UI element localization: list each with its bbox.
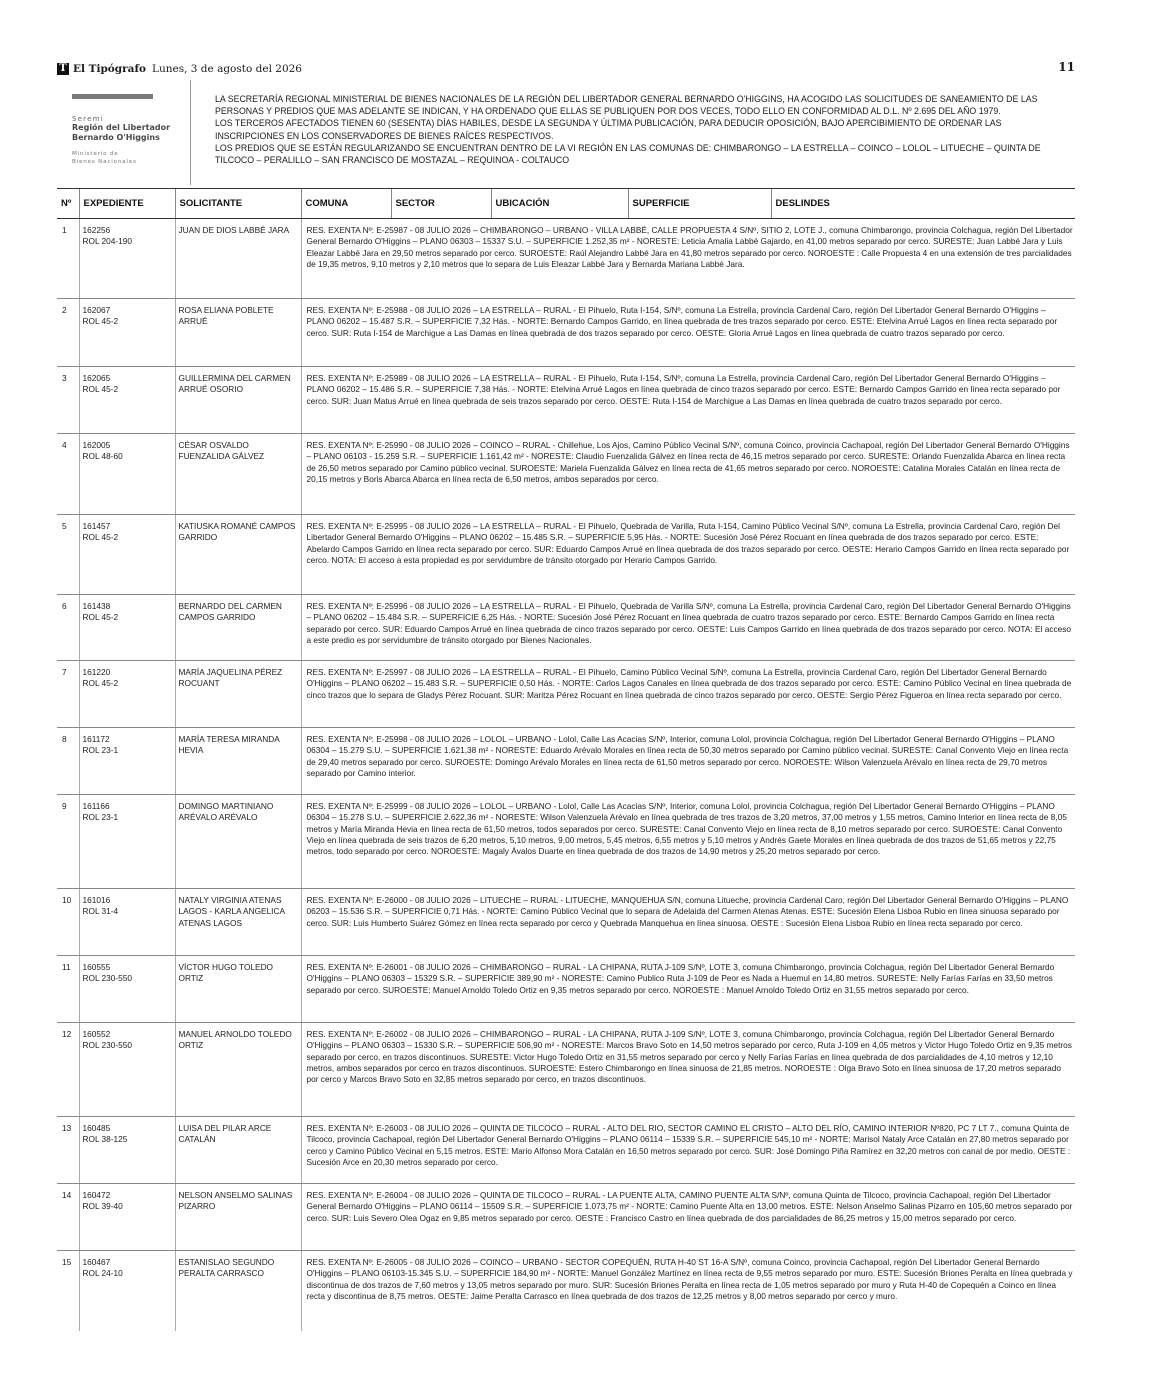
expediente-number: 162067 bbox=[82, 305, 111, 315]
seremi-ministry-line2: Bienes Nacionales bbox=[72, 158, 137, 165]
table-row bbox=[57, 1184, 1075, 1251]
rol-number: ROL 48-60 bbox=[82, 451, 123, 462]
row-expediente bbox=[79, 299, 175, 367]
row-number: 3 bbox=[57, 367, 79, 434]
rol-number: ROL 204-190 bbox=[82, 236, 133, 247]
page-number: 11 bbox=[1058, 60, 1075, 74]
row-solicitante: NELSON ANSELMO SALINAS PIZARRO bbox=[175, 1184, 301, 1251]
table-row bbox=[57, 1023, 1075, 1117]
expediente-number: 160467 bbox=[82, 1257, 111, 1267]
expediente-number: 161220 bbox=[82, 667, 111, 677]
table-row bbox=[57, 956, 1075, 1023]
rol-number: ROL 45-2 bbox=[82, 532, 119, 543]
intro-paragraph: LOS TERCEROS AFECTADOS TIENEN 60 (SESENTA) DÍAS HABILES, DESDE LA SEGUNDA Y ÚLTIMA PUBLICACIÓN, PARA DEDUCIR OPOSICIÓN, BAJO APERCIBIMIENTO DE ORDENAR LAS INSCRIPCIONES EN LOS CONSERVADORES DE BIENES RAÍCES RESPECTIVOS. bbox=[215, 118, 1002, 141]
expediente-number: 162005 bbox=[82, 440, 111, 450]
table-body bbox=[57, 219, 1075, 1331]
row-details: RES. EXENTA Nº: E-26005 - 08 JULIO 2026 – COINCO – URBANO - SECTOR COPEQUÉN, RUTA H-40 ST 16-A S/Nº, comuna Coinco, provincia Cachapoal, región Del Libertador General Bernardo O'Higgins – PLANO 06103-15.345 S.U. – SUPERFICIE 184,90 m² - NORTE: Manuel González Martínez en línea recta de 9,55 metros separado por muro. ESTE: Sucesión Briones Peralta en línea quebrada y discontinua de dos trazos de 7,60 metros y 13,05 metros separado por muro. SUR: Sucesión Briones Peralta en línea recta de 1,05 metros separado por muro y Ruta H-40 de Copequén a Coinco en línea recta y discontinua de 8,75 metros. OESTE: Jaime Peralta Carrasco en línea quebrada de dos trazos de 12,25 metros y 8,00 metros separado por cerco y muro. bbox=[301, 1251, 1075, 1331]
row-expediente bbox=[79, 515, 175, 595]
table-header-row bbox=[57, 189, 1075, 219]
row-number: 12 bbox=[57, 1023, 79, 1117]
row-number: 14 bbox=[57, 1184, 79, 1251]
row-solicitante: ESTANISLAO SEGUNDO PERALTA CARRASCO bbox=[175, 1251, 301, 1331]
row-details: RES. EXENTA Nº: E-25998 - 08 JULIO 2026 – LOLOL – URBANO - Lolol, Calle Las Acacias S/Nº, Interior, comuna Lolol, provincia Colchagua, región Del Libertador General Bernardo O'Higgins – PLANO 06304 – 15.279 S.U. – SUPERFICIE 1.621,38 m² - NORESTE: Eduardo Arévalo Morales en línea recta de 50,30 metros separado por Camino público vecinal. SURESTE: Canal Convento Viejo en línea recta de 29,40 metros separado por cerco. SUROESTE: Domingo Arévalo Morales en línea recta de 61,50 metros separado por cerco. NOROESTE: Wilson Valenzuela Arévalo en línea recta de 29,70 metros separado por Camino interior. bbox=[301, 728, 1075, 795]
newspaper-name: El Tipógrafo bbox=[73, 63, 146, 75]
row-expediente bbox=[79, 1023, 175, 1117]
row-solicitante: MARÍA TERESA MIRANDA HEVIA bbox=[175, 728, 301, 795]
row-expediente bbox=[79, 595, 175, 661]
expediente-number: 162256 bbox=[82, 225, 111, 235]
row-expediente bbox=[79, 661, 175, 728]
row-number: 4 bbox=[57, 434, 79, 515]
row-solicitante: DOMINGO MARTINIANO ARÉVALO ARÉVALO bbox=[175, 795, 301, 889]
row-solicitante: MARÍA JAQUELINA PÉREZ ROCUANT bbox=[175, 661, 301, 728]
row-details: RES. EXENTA Nº: E-26001 - 08 JULIO 2026 – CHIMBARONGO – RURAL - LA CHIPANA, RUTA J-109 S/Nº, LOTE 3, comuna Chimbarongo, provincia Colchagua, región Del Libertador General Bernardo O'Higgins – PLANO 06303 – 15329 S.R. – SUPERFICIE 389,90 m² - NORESTE: Camino Publico Ruta J-109 de Peor es Nada a Huemul en 14,80 metros. SURESTE: Nelly Farías Farías en 33,50 metros separado por cerco. SUROESTE: Manuel Arnoldo Toledo Ortiz en 9,35 metros separado por cerco. NOROESTE : Manuel Arnoldo Toledo Ortiz en 31,55 metros separado por cerco. bbox=[301, 956, 1075, 1023]
rol-number: ROL 38-125 bbox=[82, 1134, 128, 1145]
expediente-number: 161166 bbox=[82, 801, 110, 811]
rol-number: ROL 45-2 bbox=[82, 384, 119, 395]
table-row bbox=[57, 728, 1075, 795]
rol-number: ROL 24-10 bbox=[82, 1268, 123, 1279]
row-number: 2 bbox=[57, 299, 79, 367]
row-number: 15 bbox=[62, 1257, 72, 1267]
row-solicitante: VÍCTOR HUGO TOLEDO ORTIZ bbox=[175, 956, 301, 1023]
row-details: RES. EXENTA Nº: E-25997 - 08 JULIO 2026 – LA ESTRELLA – RURAL - El Pihuelo, Camino Público Vecinal S/Nº, comuna La Estrella, provincia Cardenal Caro, región Del Libertador General Bernardo O'Higgins – PLANO 06202 – 15.483 S.R. – SUPERFICIE 0,50 Hás. - NORTE: Carlos Lagos Canales en línea quebrada de dos trazos separado por cerco. ESTE: Camino Público Vecinal en línea quebrada de cinco trazos que lo separa de Gladys Pérez Rocuant. SUR: Maritza Pérez Rocuant en línea quebrada de cinco trazos separado por cerco. OESTE: Sergio Pérez Figueroa en línea recta separado por cerco. bbox=[301, 661, 1075, 728]
row-expediente bbox=[79, 1184, 175, 1251]
row-details: RES. EXENTA Nº: E-26002 - 08 JULIO 2026 – CHIMBARONGO – RURAL - LA CHIPANA, RUTA J-109 S/Nº, LOTE 3, comuna Chimbarongo, provincia Colchagua, región Del Libertador General Bernardo O'Higgins – PLANO 06303 – 15330 S.R. – SUPERFICIE 506,90 m² - NORESTE: Marcos Bravo Soto en 14,50 metros separado por cerco, Ruta J-109 en 4,05 metros y Victor Hugo Toledo Ortiz en 9,35 metros separado por cerco, en trazos discontinuos. SURESTE: Victor Hugo Toledo Ortiz en 31,55 metros separado por cerco y Nelly Farías Farías en línea quebrada de dos parcialidades de 4,10 metros y 12,10 metros, ambos separados por cerco en trazos discontinuos. SUROESTE: Estero Chimbarongo en línea sinuosa de 21,85 metros. NOROESTE : Olga Bravo Soto en línea sinuosa de 17,20 metros separado por cerco y Marcos Bravo Soto en 32,85 metros separado por cerco, en trazos discontinuos. bbox=[301, 1023, 1075, 1117]
rol-number: ROL 45-2 bbox=[82, 316, 119, 327]
row-number: 10 bbox=[57, 889, 79, 956]
row-solicitante: GUILLERMINA DEL CARMEN ARRUÉ OSORIO bbox=[175, 367, 301, 434]
row-expediente bbox=[79, 1117, 175, 1184]
row-expediente bbox=[79, 219, 175, 299]
row-details: RES. EXENTA Nº: E-25996 - 08 JULIO 2026 – LA ESTRELLA – RURAL - El Pihuelo, Quebrada de Varilla S/Nº, comuna La Estrella, provincia Cardenal Caro, región Del Libertador General Bernardo O'Higgins – PLANO 06202 – 15.484 S.R. – SUPERFICIE 6,25 Hás. - NORTE: Sucesión José Pérez Rocuant en línea quebrada de cuatro trazos separado por cerco. ESTE: Bernardo Campos Garrido en línea recta separado por cerco. SUR: Eduardo Campos Arrué en línea quebrada de cinco trazos separado por cerco. OESTE: Luis Campos Garrido en línea quebrada de dos trazos separado por cerco. NOTA: El acceso a este predio es por servidumbre de tránsito otorgado por Bienes Nacionales. bbox=[301, 595, 1075, 661]
expediente-number: 162065 bbox=[82, 373, 111, 383]
expediente-number: 161457 bbox=[82, 521, 111, 531]
rol-number: ROL 230-550 bbox=[82, 1040, 133, 1051]
expediente-number: 161016 bbox=[82, 895, 111, 905]
expediente-number: 160472 bbox=[82, 1190, 111, 1200]
seremi-region-line1: Región del Libertador bbox=[72, 123, 171, 132]
row-number: 8 bbox=[57, 728, 79, 795]
row-expediente bbox=[79, 367, 175, 434]
seremi-region-line2: Bernardo O'Higgins bbox=[72, 133, 160, 142]
intro-paragraph: LA SECRETARÍA REGIONAL MINISTERIAL DE BIENES NACIONALES DE LA REGIÓN DEL LIBERTADOR GENERAL BERNARDO O'HIGGINS, HA ACOGIDO LAS SOLICITUDES DE SANEAMIENTO DE LAS PERSONAS Y PREDIOS QUE MAS ADELANTE SE INDICAN, Y HA ORDENADO QUE ELLAS SE PUBLIQUEN POR DOS VECES, TODO ELLO EN CONFORMIDAD AL D.L. Nº 2.695 DEL AÑO 1979. bbox=[215, 94, 1038, 117]
seremi-ministry-line1: Ministerio de bbox=[72, 151, 119, 157]
row-details: RES. EXENTA Nº: E-26004 - 08 JULIO 2026 – QUINTA DE TILCOCO – RURAL - LA PUENTE ALTA, CAMINO PUENTE ALTA S/Nº, comuna Quinta de Tilcoco, provincia Cachapoal, región Del Libertador General Bernardo O'Higgins – PLANO 06114 – 15509 S.R. – SUPERFICIE 1.073,75 m² - NORTE: Camino Puente Alta en 13,00 metros. ESTE: Nelson Anselmo Salinas Pizarro en 105,60 metros separado por cerco. SUR: Luis Severo Olea Ogaz en 9,85 metros separado por cerco. OESTE : Francisco Castro en línea quebrada de dos parcialidades de 86,25 metros y 15,00 metros separado por cerco. bbox=[301, 1184, 1075, 1251]
row-expediente bbox=[79, 956, 175, 1023]
issue-date: Lunes, 3 de agosto del 2026 bbox=[152, 63, 302, 75]
row-number: 1 bbox=[57, 219, 79, 299]
expediente-number: 160485 bbox=[82, 1123, 111, 1133]
row-details: RES. EXENTA Nº: E-25989 - 08 JULIO 2026 – LA ESTRELLA – RURAL - El Pihuelo, Ruta I-154, S/Nº, comuna La Estrella, provincia Cardenal Caro, región Del Libertador General Bernardo O'Higgins – PLANO 06202 – 15.486 S.R. – SUPERFICIE 7,38 Hás. - NORTE: Etelvina Arrué Lagos en línea quebrada de cinco trazos separado por cerco. ESTE: Bernardo Campos Garrido en línea recta separado por cerco. SUR: Juan Matus Arrué en línea quebrada de seis trazos separado por cerco. OESTE: Ruta I-154 de Marchigue a Las Damas en línea quebrada de cuatro trazos separado por cerco. bbox=[301, 367, 1075, 434]
row-solicitante: KATIUSKA ROMANÉ CAMPOS GARRIDO bbox=[175, 515, 301, 595]
rol-number: ROL 230-550 bbox=[82, 973, 133, 984]
seremi-logo bbox=[72, 94, 190, 189]
masthead bbox=[57, 60, 1075, 78]
row-details: RES. EXENTA Nº: E-25987 - 08 JULIO 2026 – CHIMBARONGO – URBANO - VILLA LABBÉ, CALLE PROPUESTA 4 S/Nº, SITIO 2, LOTE J., comuna Chimbarongo, provincia Colchagua, región Del Libertador General Bernardo O'Higgins – PLANO 06303 – 15337 S.U. – SUPERFICIE 1.252,35 m² - NORESTE: Leticia Amalia Labbé Gajardo, en 41,00 metros separado por cerco. SURESTE: Juan Labbé Jara y Luis Eleazar Labbé Jara en 29,50 metros separado por cerco. SUROESTE: Raúl Alejandro Labbé Jara en 41,80 metros separado por cerco. NOROESTE : Calle Propuesta 4 en una extensión de tres parcialidades de 19,35 metros, 9,10 metros y 2,10 metros que lo separa de Luis Eleazar Labbé Jara y Bernarda Mariana Labbé Jara. bbox=[301, 219, 1075, 299]
row-solicitante: LUISA DEL PILAR ARCE CATALÁN bbox=[175, 1117, 301, 1184]
properties-table-wrap bbox=[57, 188, 1075, 1331]
rol-number: ROL 31-4 bbox=[82, 906, 119, 917]
rol-number: ROL 39-40 bbox=[82, 1201, 123, 1212]
col-header-superficie: SUPERFICIE bbox=[628, 189, 771, 219]
table-row bbox=[57, 434, 1075, 515]
row-solicitante: NATALY VIRGINIA ATENAS LAGOS - KARLA ANGELICA ATENAS LAGOS bbox=[175, 889, 301, 956]
rol-number: ROL 23-1 bbox=[82, 812, 119, 823]
row-number: 5 bbox=[57, 515, 79, 595]
table-row bbox=[57, 515, 1075, 595]
col-header-deslindes: DESLINDES bbox=[771, 189, 1075, 219]
table-row bbox=[57, 219, 1075, 299]
row-solicitante: BERNARDO DEL CARMEN CAMPOS GARRIDO bbox=[175, 595, 301, 661]
table-row bbox=[57, 367, 1075, 434]
rol-number: ROL 23-1 bbox=[82, 745, 119, 756]
row-details: RES. EXENTA Nº: E-26000 - 08 JULIO 2026 – LITUECHE – RURAL - LITUECHE, MANQUEHUA S/N, comuna Litueche, provincia Cardenal Caro, región Del Libertador General Bernardo O'Higgins – PLANO 06203 – 15.536 S.R. – SUPERFICIE 0,71 Hás. - NORTE: Camino Público Vecinal que lo separa de Adelaida del Carmen Atenas Atenas. ESTE: Sucesión Elena Lisboa Rubio en línea sinuosa separado por cerco. SUR: Luis Humberto Suárez Gómez en línea recta separado por cerco y Quebrada Manquehua en línea sinuosa. OESTE : Sucesión Elena Lisboa Rubio en línea recta separado por cerco. bbox=[301, 889, 1075, 956]
expediente-number: 161438 bbox=[82, 601, 111, 611]
row-details: RES. EXENTA Nº: E-25988 - 08 JULIO 2026 – LA ESTRELLA – RURAL - El Pihuelo, Ruta I-154, S/Nº, comuna La Estrella, provincia Cardenal Caro, región Del Libertador General Bernardo O'Higgins – PLANO 06202 – 15.487 S.R. – SUPERFICIE 7,32 Hás. - NORTE: Bernardo Campos Garrido, en línea quebrada de tres trazos separado por cerco. ESTE: Etelvina Arrué Lagos en línea recta separado por cerco. SUR: Ruta I-154 de Marchigue a Las Damas en línea quebrada de dos trazos separado por cerco. OESTE: Gloria Arrué Lagos en línea quebrada de cuatro trazos separado por cerco. bbox=[301, 299, 1075, 367]
table-row bbox=[57, 299, 1075, 367]
rol-number: ROL 45-2 bbox=[82, 678, 119, 689]
table-row bbox=[57, 1251, 1075, 1331]
seremi-label: Seremi bbox=[72, 114, 104, 123]
row-solicitante: CÉSAR OSVALDO FUENZALIDA GÁLVEZ bbox=[175, 434, 301, 515]
row-number: 6 bbox=[57, 595, 79, 661]
col-header-comuna: COMUNA bbox=[301, 189, 391, 219]
row-expediente bbox=[79, 795, 175, 889]
row-number: 9 bbox=[57, 795, 79, 889]
table-row bbox=[57, 1117, 1075, 1184]
row-details: RES. EXENTA Nº: E-25999 - 08 JULIO 2026 – LOLOL – URBANO - Lolol, Calle Las Acacias S/Nº, Interior, comuna Lolol, provincia Colchagua, región Del Libertador General Bernardo O'Higgins – PLANO 06304 – 15.278 S.U. – SUPERFICIE 2.622,36 m² - NORESTE: Wilson Valenzuela Arévalo en línea quebrada de tres trazos de 3,20 metros, 37,00 metros y 1,55 metros, Camino Interior en línea recta de 8,05 metros y María Miranda Hevia en línea recta de 61,50 metros, todos separados por cerco. SURESTE: Canal Convento Viejo en línea recta de 8,10 metros separado por cerco. SUROESTE: Canal Convento Viejo en línea quebrada de seis trazos de 6,20 metros, 5,10 metros, 9,00 metros, 5,45 metros, 6,55 metros y 5,10 metros y Andrés Gaete Morales en línea quebrada de dos trazos de 51,65 metros y 22,75 metros, todo separado por cerco. NOROESTE: Magaly Ávalos Duarte en línea quebrada de dos trazos de 14,90 metros y 25,20 metros separado por cerco. bbox=[301, 795, 1075, 889]
table-row bbox=[57, 661, 1075, 728]
row-number: 11 bbox=[57, 956, 79, 1023]
seremi-bar bbox=[72, 94, 153, 99]
table-row bbox=[57, 795, 1075, 889]
row-expediente bbox=[79, 889, 175, 956]
col-header-expediente: EXPEDIENTE bbox=[79, 189, 175, 219]
row-solicitante: MANUEL ARNOLDO TOLEDO ORTIZ bbox=[175, 1023, 301, 1117]
col-header-ubicacion: UBICACIÓN bbox=[491, 189, 628, 219]
intro-notice bbox=[215, 93, 1072, 166]
expediente-number: 160555 bbox=[82, 962, 111, 972]
row-details: RES. EXENTA Nº: E-25990 - 08 JULIO 2026 – COINCO – RURAL - Chillehue, Los Ajos, Camino Público Vecinal S/Nº, comuna Coinco, provincia Cachapoal, región Del Libertador General Bernardo O'Higgins – PLANO 06103 - 15.259 S.R. – SUPERFICIE 1.161,42 m² - NORESTE: Claudio Fuenzalida Gálvez en línea recta de 46,15 metros separado por cerco. SURESTE: Orlando Fuenzalida Abarca en línea recta de 26,50 metros separado por Camino público vecinal. SUROESTE: Mariela Fuenzalida Gálvez en línea recta de 41,65 metros separado por cerco. NOROESTE: Catalina Morales Catalán en línea recta de 20,15 metros y Boris Abarca Abarca en línea recta de 6,50 metros, ambos separados por cerco. bbox=[301, 434, 1075, 515]
col-header-sector: SECTOR bbox=[391, 189, 491, 219]
row-expediente bbox=[79, 728, 175, 795]
properties-table bbox=[57, 188, 1075, 1331]
row-expediente bbox=[79, 1251, 175, 1331]
header-divider bbox=[190, 80, 191, 185]
intro-paragraph: LOS PREDIOS QUE SE ESTÁN REGULARIZANDO SE ENCUENTRAN DENTRO DE LA VI REGIÓN EN LAS COMUNAS DE: CHIMBARONGO – LA ESTRELLA – COINCO – LOLOL – LITUECHE – QUINTA DE TILCOCO – PERALILLO – SAN FRANCISCO DE MOSTAZAL – REQUINOA - COLTAUCO bbox=[215, 142, 1041, 166]
row-expediente bbox=[79, 434, 175, 515]
row-details: RES. EXENTA Nº: E-25995 - 08 JULIO 2026 – LA ESTRELLA – RURAL - El Pihuelo, Quebrada de Varilla, Ruta I-154, Camino Público Vecinal S/Nº, comuna La Estrella, provincia Cardenal Caro, región Del Libertador General Bernardo O'Higgins – PLANO 06202 – 15.485 S.R. – SUPERFICIE 5,95 Hás. - NORTE: Sucesión José Pérez Rocuant en línea quebrada de dos trazos separado por cerco. ESTE: Abelardo Campos Garrido en línea recta separado por cerco. SUR: Eduardo Campos Arrué en línea quebrada de dos trazos separado por cerco. OESTE: Herario Campos Garrido en línea recta separado por cerco. NOTA: El acceso a esta propiedad es por servidumbre de tránsito otorgado por Herario Campos Garrido. bbox=[301, 515, 1075, 595]
row-solicitante: ROSA ELIANA POBLETE ARRUÉ bbox=[175, 299, 301, 367]
col-header-solicitante: SOLICITANTE bbox=[175, 189, 301, 219]
row-number: 13 bbox=[57, 1117, 79, 1184]
rol-number: ROL 45-2 bbox=[82, 612, 119, 623]
expediente-number: 161172 bbox=[82, 734, 110, 744]
table-row bbox=[57, 595, 1075, 661]
row-number: 7 bbox=[57, 661, 79, 728]
row-details: RES. EXENTA Nº: E-26003 - 08 JULIO 2026 – QUINTA DE TILCOCO – RURAL - ALTO DEL RIO, SECTOR CAMINO EL CRISTO – ALTO DEL RÍO, CAMINO INTERIOR Nº820, PC 7 LT 7., comuna Quinta de Tilcoco, provincia Cachapoal, región Del Libertador General Bernardo O'Higgins – PLANO 06114 – 15339 S.R. – SUPERFICIE 545,10 m² - NORTE: Marisol Nataly Arce Catalán en 27,80 metros separado por cerco y Camino Público Vecinal en 5,15 metros. ESTE: Mario Alfonso Mora Catalán en 16,50 metros separado por cerco. SUR: José Domingo Piña Ramírez en 32,20 metros con canal de por medio. OESTE : Sucesión Arce en 20,30 metros separado por cerco. bbox=[301, 1117, 1075, 1184]
table-row bbox=[57, 889, 1075, 956]
newspaper-logo-icon: T bbox=[57, 63, 69, 75]
expediente-number: 160552 bbox=[82, 1029, 111, 1039]
row-solicitante: JUAN DE DIOS LABBÉ JARA bbox=[175, 219, 301, 299]
col-header-number: Nº bbox=[57, 189, 79, 219]
